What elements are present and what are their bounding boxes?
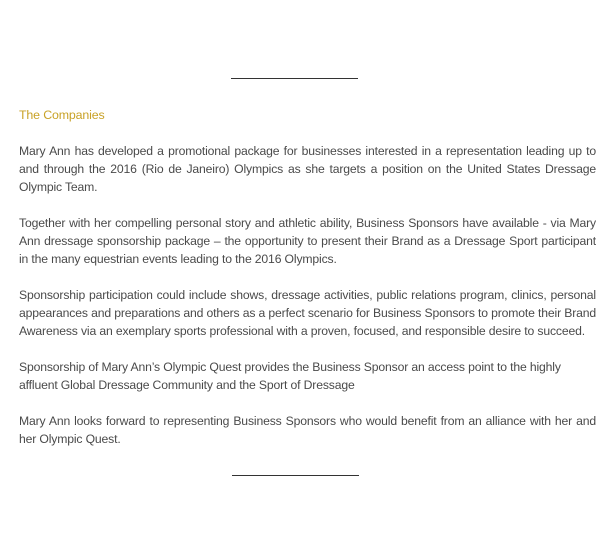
- section-heading: The Companies: [19, 108, 105, 122]
- paragraph-access-point: Sponsorship of Mary Ann’s Olympic Quest provides the Business Sponsor an access point to the highly affluent Global Dressage Community and the Sport of Dressage: [19, 360, 561, 392]
- companies-section: [19, 106, 596, 466]
- paragraph-closing: Mary Ann looks forward to representing Business Sponsors who would benefit from an alliance with her and her Olympic Quest.: [19, 414, 596, 446]
- bottom-divider: [232, 475, 359, 476]
- paragraph-participation: Sponsorship participation could include shows, dressage activities, public relations program, clinics, personal appearances and preparations and others as a perfect scenario for Business Sponsors to promote their Brand Awareness via an exemplary sports professional with a proven, focused, and responsible desire to succeed.: [19, 288, 596, 338]
- top-divider: [231, 78, 358, 79]
- paragraph-package: Mary Ann has developed a promotional package for businesses interested in a representation leading up to and through the 2016 (Rio de Janeiro) Olympics as she targets a position on the United States Dressage Olympic Team.: [19, 144, 596, 194]
- paragraph-sponsorship-opportunity: Together with her compelling personal story and athletic ability, Business Sponsors have available - via Mary Ann dressage sponsorship package – the opportunity to present their Brand as a Dressage Sport participant in the many equestrian events leading to the 2016 Olympics.: [19, 216, 596, 266]
